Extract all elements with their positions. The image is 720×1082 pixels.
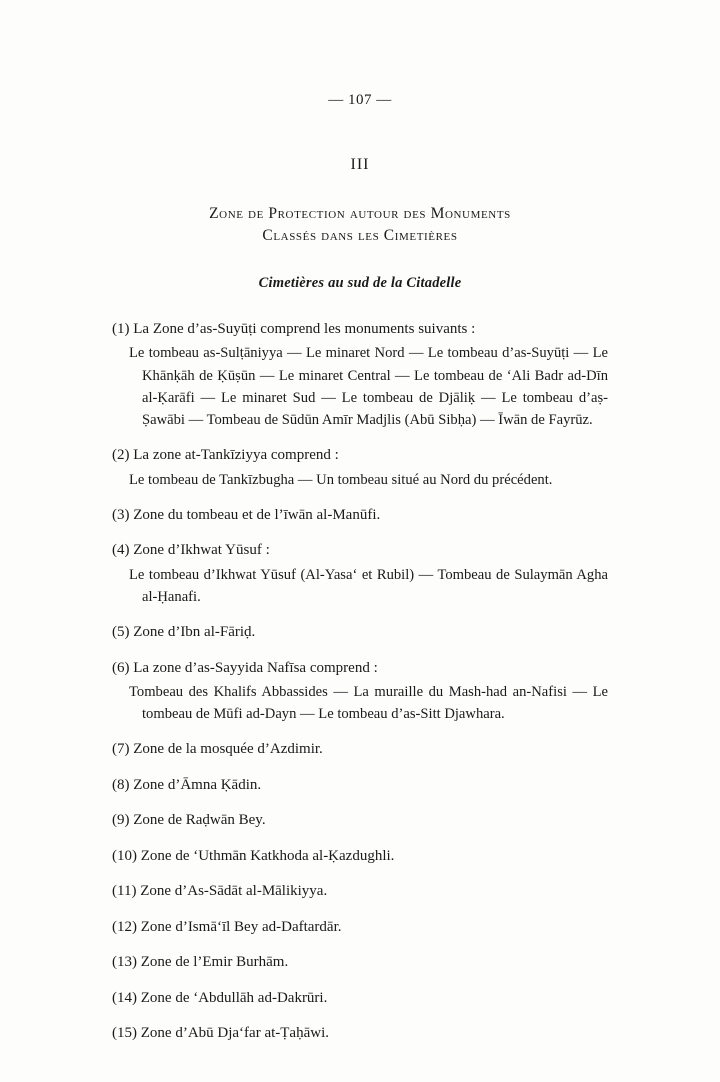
entry-number: (14): [112, 989, 137, 1006]
entry-heading: [112, 657, 608, 680]
entry-title: Zone d’As-Sādāt al-Mālikiyya.: [140, 883, 328, 900]
entry-title: La zone at-Tankīziyya comprend :: [133, 447, 339, 464]
list-item: [112, 318, 608, 431]
list-item: [112, 444, 608, 491]
entry-heading: [112, 987, 608, 1010]
section-subtitle: Cimetières au sud de la Citadelle: [258, 274, 462, 291]
entry-title: Zone du tombeau et de l’īwān al-Manūfi.: [133, 506, 381, 523]
entry-heading: [112, 809, 608, 832]
entry-heading: [112, 1022, 608, 1045]
list-item: [112, 987, 608, 1010]
entry-title: La zone d’as-Sayyida Nafīsa comprend :: [133, 659, 378, 676]
entry-title: Zone d’Āmna Ḳādin.: [133, 776, 262, 793]
entry-number: (10): [112, 847, 137, 864]
entry-title: Zone d’Ibn al-Fāriḍ.: [133, 624, 256, 641]
entry-title: Zone de la mosquée d’Azdimir.: [133, 741, 323, 758]
entry-number: (1): [112, 320, 130, 337]
entry-heading: [112, 318, 608, 341]
entry-heading: [112, 951, 608, 974]
list-item: [112, 951, 608, 974]
list-item: [112, 916, 608, 939]
list-item: [112, 539, 608, 608]
entry-heading: [112, 539, 608, 562]
entry-title: Zone de l’Emir Burhām.: [140, 954, 289, 971]
entry-heading: [112, 621, 608, 644]
section-numeral: III: [350, 156, 370, 173]
page-number: — 107 —: [328, 92, 392, 108]
entry-heading: [112, 845, 608, 868]
entry-number: (9): [112, 812, 130, 829]
list-item: [112, 809, 608, 832]
entry-number: (15): [112, 1025, 137, 1042]
entry-number: (7): [112, 741, 130, 758]
entry-heading: [112, 444, 608, 467]
entry-detail: Le tombeau de Tankīzbugha — Un tombeau situé au Nord du précédent.: [129, 471, 553, 488]
entry-heading: [112, 774, 608, 797]
list-item: [112, 621, 608, 644]
entry-detail: Le tombeau as-Sulṭāniyya — Le minaret Nord — Le tombeau d’as-Suyūṭi — Le Khānḳāh de Ḳūṣūn — Le minaret Central — Le tombeau de ‘Ali Badr ad-Dīn al-Ḳarāfi — Le minaret Sud — Le tombeau de Djāliḳ — Le tombeau d’aṣ-Ṣawābi — Tombeau de Sūdūn Amīr Madjlis (Abū Sibḥa) — Īwān de Fayrūz.: [129, 345, 608, 428]
entry-number: (3): [112, 506, 130, 523]
section-title-line-1: Zone de Protection autour des Monuments: [209, 205, 511, 222]
entry-number: (2): [112, 447, 130, 464]
entry-heading: [112, 738, 608, 761]
entry-list: [112, 318, 608, 1045]
entry-number: (12): [112, 918, 137, 935]
list-item: [112, 1022, 608, 1045]
entry-title: Zone de ‘Abdullāh ad-Dakrūri.: [140, 989, 328, 1006]
entry-number: (11): [112, 883, 137, 900]
entry-number: (8): [112, 776, 130, 793]
list-item: [112, 657, 608, 726]
list-item: [112, 845, 608, 868]
list-item: [112, 504, 608, 527]
entry-heading: [112, 880, 608, 903]
entry-heading: [112, 504, 608, 527]
entry-title: Zone d’Ikhwat Yūsuf :: [133, 542, 270, 559]
entry-title: Zone d’Ismā‘īl Bey ad-Daftardār.: [140, 918, 342, 935]
entry-title: Zone d’Abū Dja‘far at-Ṭaḥāwi.: [140, 1025, 329, 1042]
entry-title: La Zone d’as-Suyūṭi comprend les monuments suivants :: [133, 320, 476, 337]
entry-number: (13): [112, 954, 137, 971]
list-item: [112, 774, 608, 797]
entry-number: (5): [112, 624, 130, 641]
entry-detail: Le tombeau d’Ikhwat Yūsuf (Al-Yasa‘ et Rubil) — Tombeau de Sulaymān Agha al-Ḥanafi.: [129, 566, 608, 605]
section-title-line-2: Classés dans les Cimetières: [262, 227, 458, 245]
entry-number: (4): [112, 542, 130, 559]
entry-title: Zone de ‘Uthmān Katkhoda al-Ḳazdughli.: [140, 847, 395, 864]
list-item: [112, 738, 608, 761]
entry-detail: Tombeau des Khalifs Abbassides — La muraille du Mash-had an-Nafisi — Le tombeau de Mūfi ad-Dayn — Le tombeau d’as-Sitt Djawhara.: [129, 684, 608, 723]
entry-number: (6): [112, 659, 130, 676]
section-title: [0, 203, 720, 248]
list-item: [112, 880, 608, 903]
entry-heading: [112, 916, 608, 939]
entry-title: Zone de Raḍwān Bey.: [133, 812, 266, 829]
